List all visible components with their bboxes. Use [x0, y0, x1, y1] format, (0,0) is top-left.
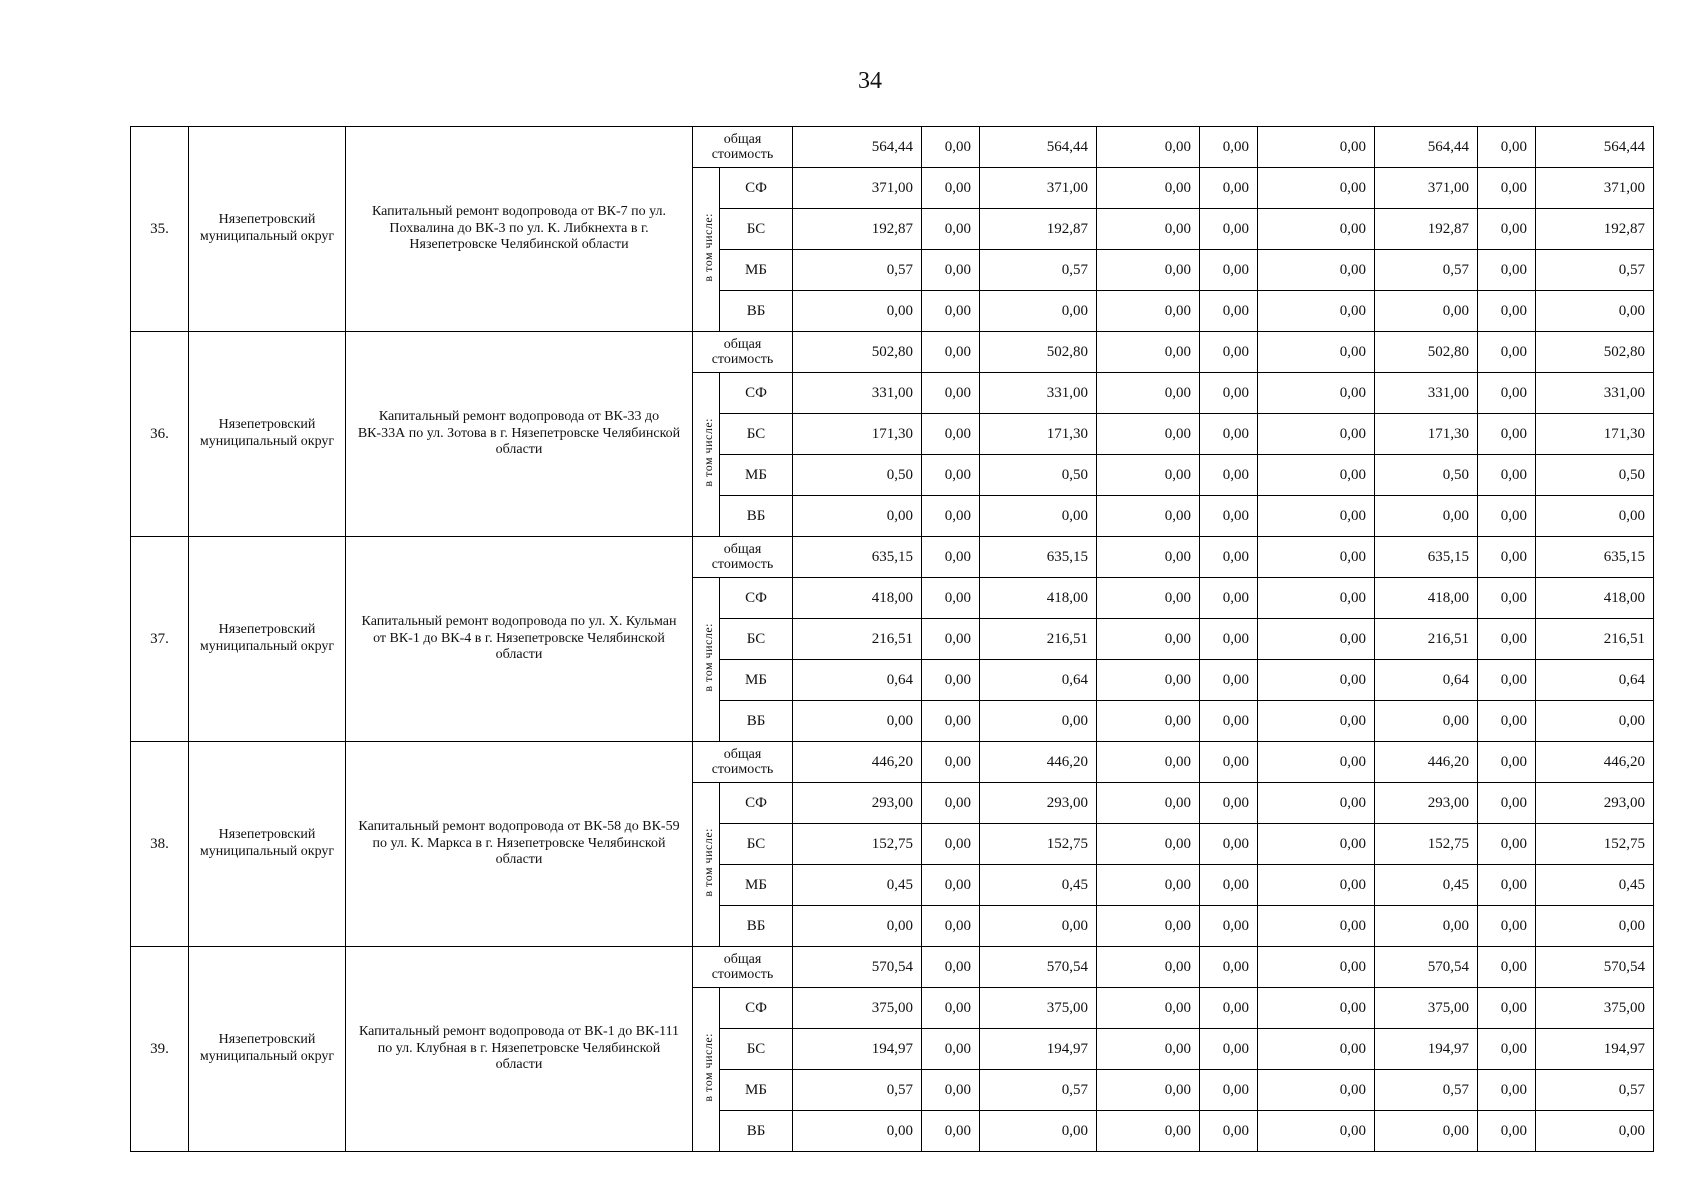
total-value-cell: 502,80	[980, 332, 1097, 373]
bs-value-cell: 0,00	[1200, 619, 1258, 660]
vb-value-cell: 0,00	[1375, 291, 1478, 332]
sf-value-cell: 418,00	[793, 578, 922, 619]
vb-value-cell: 0,00	[793, 701, 922, 742]
vb-value-cell: 0,00	[1200, 1111, 1258, 1152]
mb-value-cell: 0,00	[1258, 865, 1375, 906]
total-value-cell: 0,00	[1097, 947, 1200, 988]
total-value-cell: 0,00	[922, 537, 980, 578]
sf-value-cell: 293,00	[980, 783, 1097, 824]
sf-value-cell: 0,00	[1097, 373, 1200, 414]
total-value-cell: 0,00	[1097, 537, 1200, 578]
in-total-label: в том числе:	[701, 622, 715, 692]
bs-value-cell: 0,00	[1478, 1029, 1536, 1070]
total-value-cell: 635,15	[980, 537, 1097, 578]
sf-value-cell: 293,00	[1375, 783, 1478, 824]
bs-value-cell: 194,97	[980, 1029, 1097, 1070]
sf-value-cell: 418,00	[1375, 578, 1478, 619]
vb-value-cell: 0,00	[980, 291, 1097, 332]
funding-source-label-sf: СФ	[720, 373, 793, 414]
mb-value-cell: 0,45	[793, 865, 922, 906]
total-value-cell: 564,44	[1536, 127, 1654, 168]
funding-source-label-sf: СФ	[720, 168, 793, 209]
funding-source-label-vb: ВБ	[720, 1111, 793, 1152]
bs-value-cell: 194,97	[1536, 1029, 1654, 1070]
total-value-cell: 0,00	[1478, 332, 1536, 373]
sf-value-cell: 371,00	[1536, 168, 1654, 209]
bs-value-cell: 0,00	[1097, 209, 1200, 250]
bs-value-cell: 194,97	[793, 1029, 922, 1070]
in-total-label-cell	[693, 373, 720, 537]
bs-value-cell: 171,30	[1375, 414, 1478, 455]
mb-value-cell: 0,64	[1536, 660, 1654, 701]
vb-value-cell: 0,00	[793, 496, 922, 537]
vb-value-cell: 0,00	[1258, 291, 1375, 332]
project-description: Капитальный ремонт водопровода от ВК-58 до ВК-59 по ул. К. Маркса в г. Нязепетровске Челябинской области	[346, 742, 693, 947]
sf-value-cell: 0,00	[1258, 988, 1375, 1029]
vb-value-cell: 0,00	[1375, 906, 1478, 947]
project-description: Капитальный ремонт водопровода от ВК-1 до ВК-111 по ул. Клубная в г. Нязепетровске Челябинской области	[346, 947, 693, 1152]
sf-value-cell: 371,00	[980, 168, 1097, 209]
municipality-cell: Нязепетровский муниципальный округ	[189, 332, 346, 537]
bs-value-cell: 0,00	[1478, 824, 1536, 865]
vb-value-cell: 0,00	[1536, 496, 1654, 537]
municipality-cell: Нязепетровский муниципальный округ	[189, 537, 346, 742]
vb-value-cell: 0,00	[1200, 906, 1258, 947]
bs-value-cell: 0,00	[922, 209, 980, 250]
funding-source-label-mb: МБ	[720, 865, 793, 906]
vb-value-cell: 0,00	[1478, 291, 1536, 332]
sf-value-cell: 0,00	[922, 578, 980, 619]
sf-value-cell: 418,00	[980, 578, 1097, 619]
total-value-cell: 0,00	[1200, 742, 1258, 783]
mb-value-cell: 0,50	[980, 455, 1097, 496]
sf-value-cell: 0,00	[922, 168, 980, 209]
sf-value-cell: 331,00	[980, 373, 1097, 414]
in-total-label: в том числе:	[701, 417, 715, 487]
in-total-label: в том числе:	[701, 212, 715, 282]
mb-value-cell: 0,00	[1478, 1070, 1536, 1111]
vb-value-cell: 0,00	[1536, 906, 1654, 947]
total-cost-label: общая стоимость	[693, 947, 793, 988]
mb-value-cell: 0,57	[1536, 1070, 1654, 1111]
mb-value-cell: 0,57	[793, 1070, 922, 1111]
sf-value-cell: 0,00	[1478, 988, 1536, 1029]
funding-source-label-vb: ВБ	[720, 701, 793, 742]
municipality-cell: Нязепетровский муниципальный округ	[189, 127, 346, 332]
funding-source-label-sf: СФ	[720, 783, 793, 824]
total-cost-label: общая стоимость	[693, 537, 793, 578]
sf-value-cell: 331,00	[793, 373, 922, 414]
total-value-cell: 0,00	[1478, 947, 1536, 988]
vb-value-cell: 0,00	[980, 906, 1097, 947]
sf-value-cell: 0,00	[1258, 783, 1375, 824]
project-description: Капитальный ремонт водопровода от ВК-7 по ул. Похвалина до ВК-3 по ул. К. Либкнехта в г. Нязепетровске Челябинской области	[346, 127, 693, 332]
mb-value-cell: 0,57	[1375, 1070, 1478, 1111]
bs-value-cell: 0,00	[1097, 619, 1200, 660]
municipality-cell: Нязепетровский муниципальный округ	[189, 947, 346, 1152]
sf-value-cell: 331,00	[1375, 373, 1478, 414]
in-total-label: в том числе:	[701, 827, 715, 897]
mb-value-cell: 0,00	[1097, 1070, 1200, 1111]
mb-value-cell: 0,00	[1258, 1070, 1375, 1111]
mb-value-cell: 0,00	[922, 1070, 980, 1111]
sf-value-cell: 0,00	[1200, 373, 1258, 414]
total-value-cell: 0,00	[1097, 127, 1200, 168]
vb-value-cell: 0,00	[1375, 496, 1478, 537]
total-value-cell: 0,00	[1097, 332, 1200, 373]
bs-value-cell: 152,75	[793, 824, 922, 865]
sf-value-cell: 0,00	[922, 988, 980, 1029]
bs-value-cell: 0,00	[1258, 824, 1375, 865]
project-description: Капитальный ремонт водопровода от ВК-33 до ВК-33А по ул. Зотова в г. Нязепетровске Челябинской области	[346, 332, 693, 537]
sf-value-cell: 0,00	[1200, 988, 1258, 1029]
vb-value-cell: 0,00	[1258, 906, 1375, 947]
total-value-cell: 635,15	[1536, 537, 1654, 578]
in-total-label-cell	[693, 783, 720, 947]
in-total-label: в том числе:	[701, 1032, 715, 1102]
vb-value-cell: 0,00	[1478, 1111, 1536, 1152]
mb-value-cell: 0,57	[1375, 250, 1478, 291]
vb-value-cell: 0,00	[793, 1111, 922, 1152]
vb-value-cell: 0,00	[1258, 496, 1375, 537]
mb-value-cell: 0,00	[1097, 455, 1200, 496]
bs-value-cell: 0,00	[1097, 824, 1200, 865]
vb-value-cell: 0,00	[1536, 1111, 1654, 1152]
sf-value-cell: 0,00	[1258, 168, 1375, 209]
total-value-cell: 635,15	[1375, 537, 1478, 578]
total-value-cell: 446,20	[1536, 742, 1654, 783]
mb-value-cell: 0,00	[922, 455, 980, 496]
sf-value-cell: 375,00	[793, 988, 922, 1029]
funding-source-label-bs: БС	[720, 209, 793, 250]
mb-value-cell: 0,50	[793, 455, 922, 496]
total-value-cell: 564,44	[980, 127, 1097, 168]
total-cost-label: общая стоимость	[693, 332, 793, 373]
total-value-cell: 0,00	[1258, 332, 1375, 373]
funding-source-label-mb: МБ	[720, 1070, 793, 1111]
total-value-cell: 0,00	[1200, 537, 1258, 578]
total-value-cell: 564,44	[1375, 127, 1478, 168]
mb-value-cell: 0,57	[980, 1070, 1097, 1111]
vb-value-cell: 0,00	[1097, 701, 1200, 742]
mb-value-cell: 0,00	[1097, 660, 1200, 701]
mb-value-cell: 0,00	[922, 250, 980, 291]
funding-source-label-mb: МБ	[720, 455, 793, 496]
sf-value-cell: 375,00	[1536, 988, 1654, 1029]
vb-value-cell: 0,00	[1375, 701, 1478, 742]
bs-value-cell: 0,00	[1200, 209, 1258, 250]
total-value-cell: 635,15	[793, 537, 922, 578]
mb-value-cell: 0,45	[980, 865, 1097, 906]
bs-value-cell: 152,75	[980, 824, 1097, 865]
bs-value-cell: 192,87	[980, 209, 1097, 250]
total-cost-label: общая стоимость	[693, 742, 793, 783]
mb-value-cell: 0,00	[1478, 455, 1536, 496]
total-value-cell: 0,00	[922, 947, 980, 988]
total-value-cell: 0,00	[1200, 332, 1258, 373]
bs-value-cell: 192,87	[1536, 209, 1654, 250]
vb-value-cell: 0,00	[922, 906, 980, 947]
sf-value-cell: 0,00	[1478, 373, 1536, 414]
total-value-cell: 0,00	[1097, 742, 1200, 783]
mb-value-cell: 0,50	[1375, 455, 1478, 496]
mb-value-cell: 0,64	[980, 660, 1097, 701]
row-number: 35.	[131, 127, 189, 332]
sf-value-cell: 0,00	[1097, 578, 1200, 619]
mb-value-cell: 0,50	[1536, 455, 1654, 496]
bs-value-cell: 0,00	[1478, 619, 1536, 660]
funding-source-label-bs: БС	[720, 414, 793, 455]
table-row	[131, 742, 1654, 783]
mb-value-cell: 0,00	[1200, 865, 1258, 906]
bs-value-cell: 0,00	[922, 619, 980, 660]
total-value-cell: 0,00	[1200, 127, 1258, 168]
mb-value-cell: 0,00	[1258, 250, 1375, 291]
sf-value-cell: 371,00	[793, 168, 922, 209]
mb-value-cell: 0,00	[1258, 660, 1375, 701]
sf-value-cell: 0,00	[922, 783, 980, 824]
total-value-cell: 502,80	[1536, 332, 1654, 373]
in-total-label-cell	[693, 988, 720, 1152]
sf-value-cell: 0,00	[1258, 578, 1375, 619]
bs-value-cell: 0,00	[922, 414, 980, 455]
vb-value-cell: 0,00	[793, 291, 922, 332]
total-value-cell: 0,00	[1258, 127, 1375, 168]
in-total-label-cell	[693, 168, 720, 332]
bs-value-cell: 0,00	[922, 1029, 980, 1070]
municipality-cell: Нязепетровский муниципальный округ	[189, 742, 346, 947]
bs-value-cell: 192,87	[1375, 209, 1478, 250]
page-number: 34	[858, 68, 882, 94]
vb-value-cell: 0,00	[922, 1111, 980, 1152]
bs-value-cell: 194,97	[1375, 1029, 1478, 1070]
bs-value-cell: 0,00	[1258, 1029, 1375, 1070]
vb-value-cell: 0,00	[980, 496, 1097, 537]
sf-value-cell: 418,00	[1536, 578, 1654, 619]
vb-value-cell: 0,00	[922, 701, 980, 742]
bs-value-cell: 0,00	[1097, 1029, 1200, 1070]
sf-value-cell: 0,00	[1478, 783, 1536, 824]
mb-value-cell: 0,00	[1478, 250, 1536, 291]
total-value-cell: 0,00	[922, 332, 980, 373]
sf-value-cell: 293,00	[793, 783, 922, 824]
vb-value-cell: 0,00	[1200, 701, 1258, 742]
mb-value-cell: 0,00	[1097, 250, 1200, 291]
bs-value-cell: 192,87	[793, 209, 922, 250]
total-value-cell: 0,00	[1478, 127, 1536, 168]
total-value-cell: 570,54	[1536, 947, 1654, 988]
total-value-cell: 446,20	[1375, 742, 1478, 783]
funding-source-label-vb: ВБ	[720, 906, 793, 947]
row-number: 38.	[131, 742, 189, 947]
bs-value-cell: 216,51	[1375, 619, 1478, 660]
vb-value-cell: 0,00	[1258, 1111, 1375, 1152]
mb-value-cell: 0,00	[1097, 865, 1200, 906]
sf-value-cell: 0,00	[1258, 373, 1375, 414]
row-number: 37.	[131, 537, 189, 742]
vb-value-cell: 0,00	[922, 291, 980, 332]
in-total-label-cell	[693, 578, 720, 742]
table-row	[131, 537, 1654, 578]
sf-value-cell: 375,00	[1375, 988, 1478, 1029]
vb-value-cell: 0,00	[922, 496, 980, 537]
mb-value-cell: 0,00	[1478, 660, 1536, 701]
vb-value-cell: 0,00	[793, 906, 922, 947]
mb-value-cell: 0,00	[1258, 455, 1375, 496]
table-row	[131, 947, 1654, 988]
table-row	[131, 127, 1654, 168]
vb-value-cell: 0,00	[980, 701, 1097, 742]
mb-value-cell: 0,00	[1200, 455, 1258, 496]
bs-value-cell: 0,00	[1200, 1029, 1258, 1070]
bs-value-cell: 0,00	[1258, 209, 1375, 250]
mb-value-cell: 0,00	[1200, 1070, 1258, 1111]
total-value-cell: 570,54	[1375, 947, 1478, 988]
vb-value-cell: 0,00	[1478, 701, 1536, 742]
sf-value-cell: 0,00	[1097, 168, 1200, 209]
total-value-cell: 0,00	[1200, 947, 1258, 988]
sf-value-cell: 0,00	[1200, 783, 1258, 824]
sf-value-cell: 0,00	[1478, 578, 1536, 619]
bs-value-cell: 0,00	[1200, 824, 1258, 865]
mb-value-cell: 0,00	[922, 865, 980, 906]
vb-value-cell: 0,00	[1536, 701, 1654, 742]
sf-value-cell: 331,00	[1536, 373, 1654, 414]
sf-value-cell: 0,00	[1200, 578, 1258, 619]
sf-value-cell: 293,00	[1536, 783, 1654, 824]
bs-value-cell: 216,51	[793, 619, 922, 660]
sf-value-cell: 0,00	[1200, 168, 1258, 209]
mb-value-cell: 0,00	[1478, 865, 1536, 906]
vb-value-cell: 0,00	[1200, 291, 1258, 332]
row-number: 39.	[131, 947, 189, 1152]
bs-value-cell: 0,00	[1258, 619, 1375, 660]
total-value-cell: 0,00	[1258, 537, 1375, 578]
funding-source-label-vb: ВБ	[720, 496, 793, 537]
bs-value-cell: 171,30	[980, 414, 1097, 455]
sf-value-cell: 0,00	[1097, 783, 1200, 824]
bs-value-cell: 152,75	[1375, 824, 1478, 865]
budget-table	[130, 126, 1654, 1152]
mb-value-cell: 0,45	[1375, 865, 1478, 906]
mb-value-cell: 0,57	[980, 250, 1097, 291]
total-value-cell: 0,00	[1258, 947, 1375, 988]
vb-value-cell: 0,00	[1097, 496, 1200, 537]
total-cost-label: общая стоимость	[693, 127, 793, 168]
vb-value-cell: 0,00	[1258, 701, 1375, 742]
bs-value-cell: 171,30	[793, 414, 922, 455]
mb-value-cell: 0,00	[1200, 250, 1258, 291]
bs-value-cell: 152,75	[1536, 824, 1654, 865]
total-value-cell: 502,80	[793, 332, 922, 373]
vb-value-cell: 0,00	[1097, 1111, 1200, 1152]
mb-value-cell: 0,57	[1536, 250, 1654, 291]
bs-value-cell: 0,00	[1478, 414, 1536, 455]
bs-value-cell: 0,00	[1097, 414, 1200, 455]
funding-source-label-bs: БС	[720, 1029, 793, 1070]
bs-value-cell: 0,00	[922, 824, 980, 865]
sf-value-cell: 0,00	[1097, 988, 1200, 1029]
sf-value-cell: 375,00	[980, 988, 1097, 1029]
total-value-cell: 446,20	[980, 742, 1097, 783]
bs-value-cell: 216,51	[1536, 619, 1654, 660]
sf-value-cell: 0,00	[1478, 168, 1536, 209]
total-value-cell: 0,00	[1478, 742, 1536, 783]
mb-value-cell: 0,45	[1536, 865, 1654, 906]
sf-value-cell: 371,00	[1375, 168, 1478, 209]
total-value-cell: 0,00	[922, 127, 980, 168]
mb-value-cell: 0,00	[1200, 660, 1258, 701]
project-description: Капитальный ремонт водопровода по ул. Х. Кульман от ВК-1 до ВК-4 в г. Нязепетровске Челябинской области	[346, 537, 693, 742]
vb-value-cell: 0,00	[1097, 291, 1200, 332]
bs-value-cell: 0,00	[1478, 209, 1536, 250]
bs-value-cell: 171,30	[1536, 414, 1654, 455]
vb-value-cell: 0,00	[1097, 906, 1200, 947]
vb-value-cell: 0,00	[980, 1111, 1097, 1152]
total-value-cell: 0,00	[1258, 742, 1375, 783]
total-value-cell: 0,00	[1478, 537, 1536, 578]
table-row	[131, 332, 1654, 373]
vb-value-cell: 0,00	[1478, 496, 1536, 537]
total-value-cell: 446,20	[793, 742, 922, 783]
funding-source-label-vb: ВБ	[720, 291, 793, 332]
vb-value-cell: 0,00	[1536, 291, 1654, 332]
total-value-cell: 502,80	[1375, 332, 1478, 373]
funding-source-label-mb: МБ	[720, 250, 793, 291]
bs-value-cell: 0,00	[1258, 414, 1375, 455]
funding-source-label-mb: МБ	[720, 660, 793, 701]
vb-value-cell: 0,00	[1478, 906, 1536, 947]
sf-value-cell: 0,00	[922, 373, 980, 414]
bs-value-cell: 0,00	[1200, 414, 1258, 455]
funding-source-label-sf: СФ	[720, 578, 793, 619]
total-value-cell: 0,00	[922, 742, 980, 783]
vb-value-cell: 0,00	[1375, 1111, 1478, 1152]
total-value-cell: 570,54	[980, 947, 1097, 988]
mb-value-cell: 0,00	[922, 660, 980, 701]
mb-value-cell: 0,57	[793, 250, 922, 291]
funding-source-label-sf: СФ	[720, 988, 793, 1029]
mb-value-cell: 0,64	[1375, 660, 1478, 701]
total-value-cell: 564,44	[793, 127, 922, 168]
bs-value-cell: 216,51	[980, 619, 1097, 660]
vb-value-cell: 0,00	[1200, 496, 1258, 537]
total-value-cell: 570,54	[793, 947, 922, 988]
row-number: 36.	[131, 332, 189, 537]
funding-source-label-bs: БС	[720, 619, 793, 660]
funding-source-label-bs: БС	[720, 824, 793, 865]
mb-value-cell: 0,64	[793, 660, 922, 701]
